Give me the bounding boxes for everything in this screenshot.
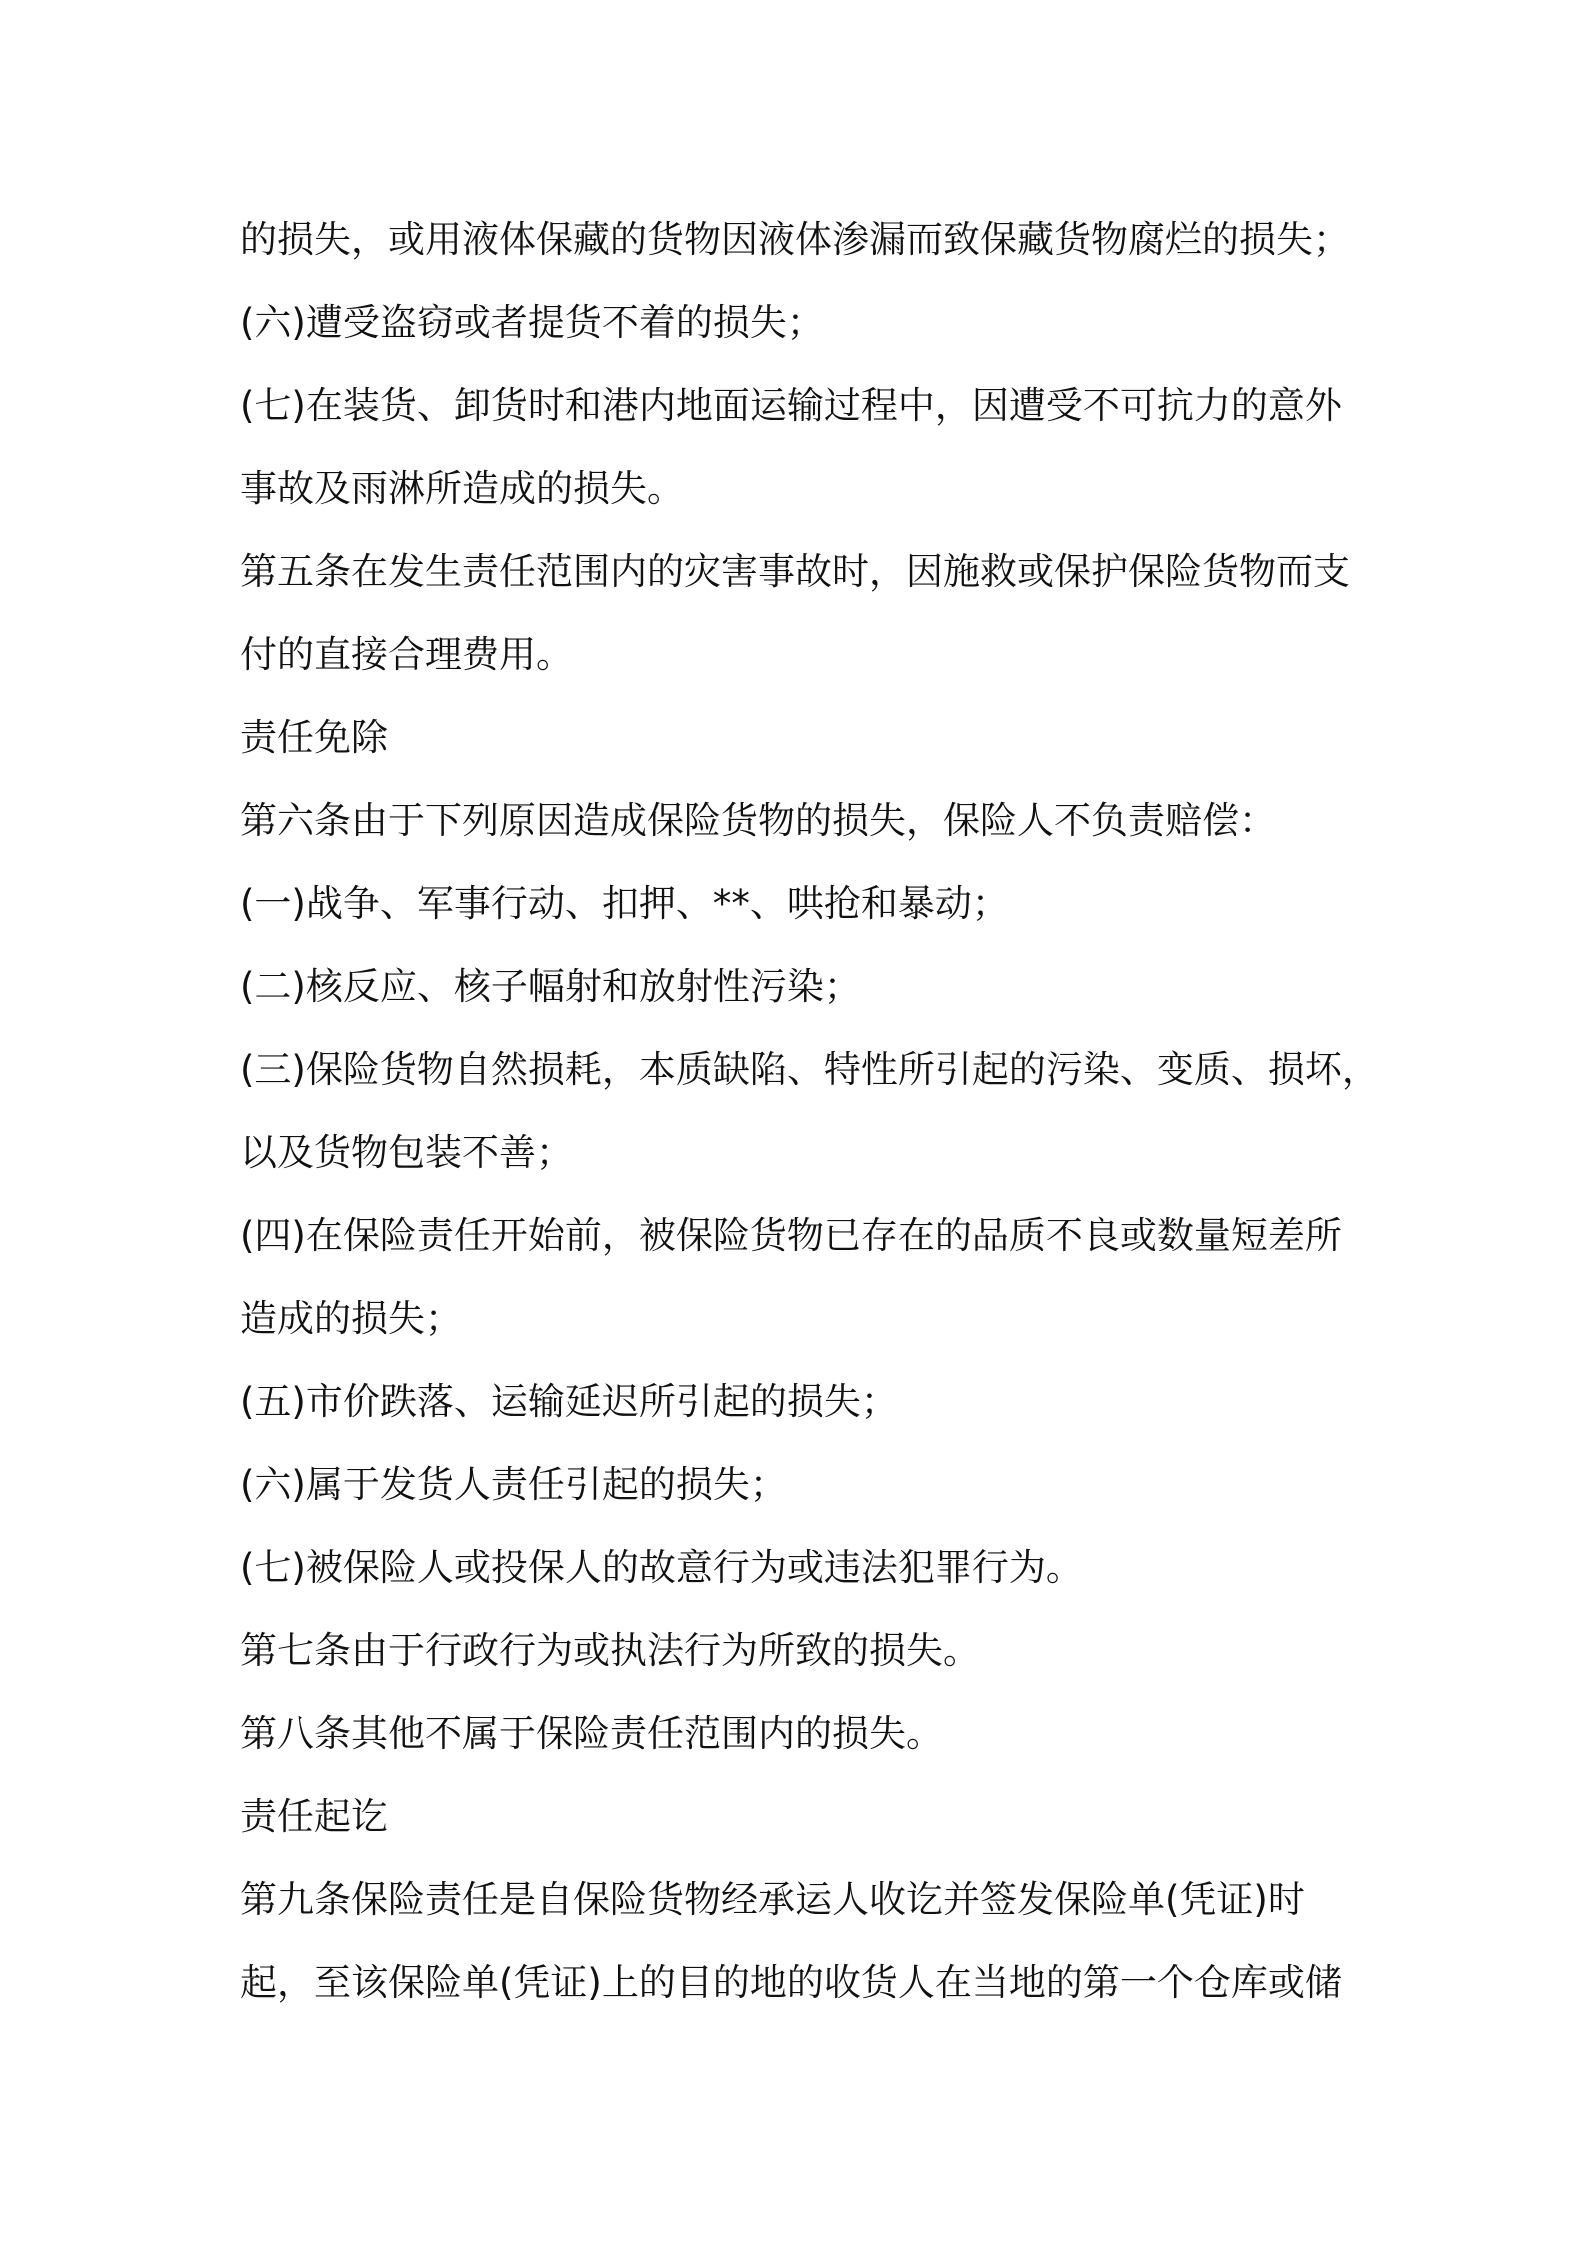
text-line: 第七条由于行政行为或执法行为所致的损失。 — [240, 1629, 980, 1672]
text-line: (一)战争、军事行动、扣押、**、哄抢和暴动； — [240, 882, 1009, 925]
text-line: 第九条保险责任是自保险货物经承运人收讫并签发保险单(凭证)时 — [240, 1878, 1305, 1921]
text-line: (四)在保险责任开始前，被保险货物已存在的品质不良或数量短差所 — [240, 1214, 1342, 1257]
text-line: 第六条由于下列原因造成保险货物的损失，保险人不负责赔偿： — [240, 799, 1276, 842]
text-line: 起，至该保险单(凭证)上的目的地的收货人在当地的第一个仓库或储 — [240, 1961, 1342, 2004]
text-line: (二)核反应、核子幅射和放射性污染； — [240, 965, 861, 1008]
text-line: (七)被保险人或投保人的故意行为或违法犯罪行为。 — [240, 1546, 1083, 1589]
text-line: (五)市价跌落、运输延迟所引起的损失； — [240, 1380, 898, 1423]
text-line: 造成的损失； — [240, 1297, 462, 1340]
text-line: 事故及雨淋所造成的损失。 — [240, 467, 684, 510]
text-line: (六)属于发货人责任引起的损失； — [240, 1463, 787, 1506]
text-line: 付的直接合理费用。 — [240, 633, 573, 676]
text-line: (六)遭受盗窃或者提货不着的损失； — [240, 301, 824, 344]
text-line: 第八条其他不属于保险责任范围内的损失。 — [240, 1712, 943, 1755]
text-line: 以及货物包装不善； — [240, 1131, 573, 1174]
section-heading: 责任起讫 — [240, 1795, 388, 1838]
text-line: 第五条在发生责任范围内的灾害事故时，因施救或保护保险货物而支 — [240, 550, 1350, 593]
section-heading: 责任免除 — [240, 716, 388, 759]
text-line: 的损失，或用液体保藏的货物因液体渗漏而致保藏货物腐烂的损失； — [240, 218, 1350, 261]
document-body — [240, 198, 1379, 2024]
text-line: (七)在装货、卸货时和港内地面运输过程中，因遭受不可抗力的意外 — [240, 384, 1342, 427]
text-line: (三)保险货物自然损耗，本质缺陷、特性所引起的污染、变质、损坏， — [240, 1048, 1379, 1091]
